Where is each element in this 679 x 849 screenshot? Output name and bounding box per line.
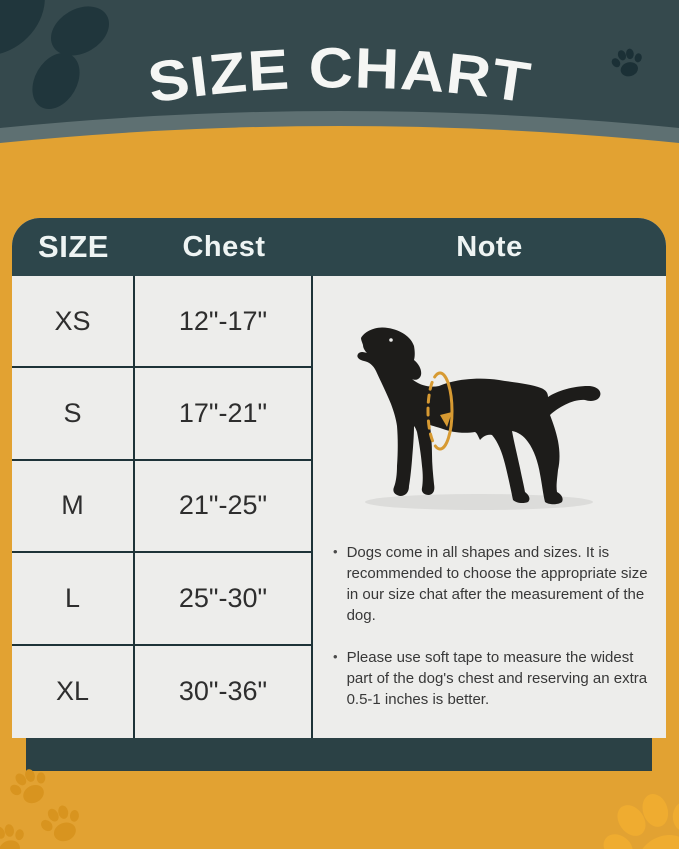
table-body xyxy=(12,276,666,738)
note-cell xyxy=(313,276,666,738)
page-title: SIZE CHART xyxy=(144,36,533,116)
chest-cell: 17"-21" xyxy=(135,368,313,460)
column-header-size: SIZE xyxy=(38,229,109,264)
size-cell: M xyxy=(12,461,135,553)
dog-eye xyxy=(389,338,393,342)
note-item xyxy=(333,647,658,710)
column-header-chest: Chest xyxy=(182,230,266,263)
paw-print-icon xyxy=(0,815,33,849)
size-cell: S xyxy=(12,368,135,460)
column-header-note: Note xyxy=(456,230,523,263)
note-item xyxy=(333,542,658,626)
chest-cell: 12"-17" xyxy=(135,276,313,368)
bullet-icon: • xyxy=(333,544,338,559)
size-cell: L xyxy=(12,553,135,645)
chest-cell: 21"-25" xyxy=(135,461,313,553)
notes-list xyxy=(333,542,658,731)
dog-illustration xyxy=(351,322,611,512)
dog-silhouette-icon xyxy=(357,328,600,505)
size-cell: XL xyxy=(12,646,135,738)
note-text: Dogs come in all shapes and sizes. It is recommended to choose the appropriate size in our size chat after the measurement of the dog. xyxy=(346,544,648,624)
header-banner xyxy=(0,0,679,150)
note-text: Please use soft tape to measure the widest part of the dog's chest and reserving an extra 0.5-1 inches is better. xyxy=(346,649,648,708)
table-header-row xyxy=(12,218,666,276)
size-cell: XS xyxy=(12,276,135,368)
chest-cell: 30"-36" xyxy=(135,646,313,738)
chest-cell: 25"-30" xyxy=(135,553,313,645)
bullet-icon: • xyxy=(333,649,338,664)
size-table-card xyxy=(12,218,666,738)
card-shadow-bar xyxy=(26,737,652,771)
paw-print-icon xyxy=(578,763,679,849)
